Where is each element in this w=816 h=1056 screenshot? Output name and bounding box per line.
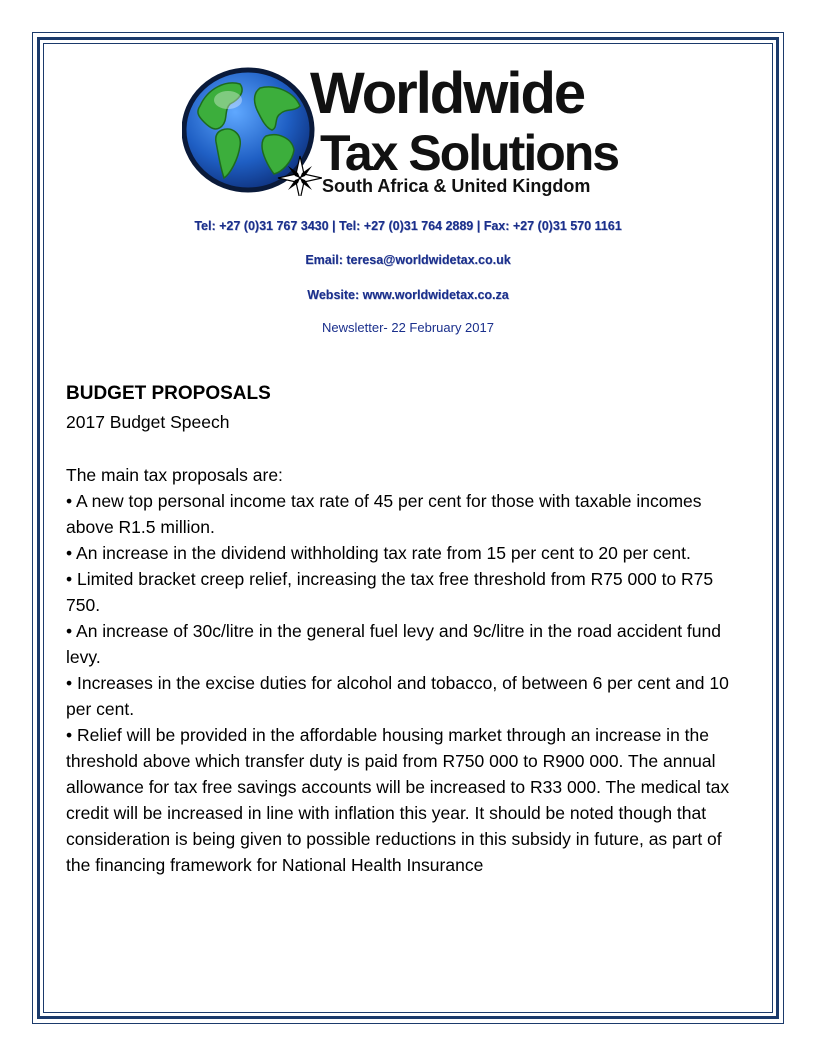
- logo-text-region: South Africa & United Kingdom: [322, 176, 591, 196]
- article-subheading: 2017 Budget Speech: [66, 412, 230, 432]
- globe-compass-icon: [182, 66, 322, 196]
- article-intro: The main tax proposals are:: [66, 465, 283, 485]
- contact-email-line[interactable]: Email: teresa@worldwidetax.co.uk: [305, 253, 511, 267]
- newsletter-date: Newsletter- 22 February 2017: [322, 320, 494, 335]
- proposal-item: • An increase in the dividend withholding tax rate from 15 per cent to 20 per cent.: [66, 543, 691, 563]
- proposal-item: • An increase of 30c/litre in the general fuel levy and 9c/litre in the road accident fund levy.: [66, 621, 721, 667]
- contact-phone-line: Tel: +27 (0)31 767 3430 | Tel: +27 (0)31 764 2889 | Fax: +27 (0)31 570 1161: [194, 219, 622, 233]
- company-logo: [182, 62, 622, 202]
- article-body: [66, 462, 746, 878]
- article-heading: BUDGET PROPOSALS: [66, 383, 271, 404]
- logo-text-tax-solutions: Tax Solutions: [320, 125, 619, 181]
- proposal-item: • Limited bracket creep relief, increasing the tax free threshold from R75 000 to R75 750.: [66, 569, 714, 615]
- proposal-item: • Relief will be provided in the affordable housing market through an increase in the threshold above which transfer duty is paid from R750 000 to R900 000. The annual allowance for tax free savings accounts will be increased to R33 000. The medical tax credit will be increased in line with inflation this year. It should be noted though that consideration is being given to possible reductions in this subsidy in future, as part of the financing framework for National Health Insurance: [66, 725, 730, 875]
- logo-text-worldwide: Worldwide: [310, 61, 585, 126]
- contact-website-line[interactable]: Website: www.worldwidetax.co.za: [307, 288, 509, 302]
- proposal-item: • A new top personal income tax rate of 45 per cent for those with taxable incomes above R1.5 million.: [66, 491, 702, 537]
- proposal-item: • Increases in the excise duties for alcohol and tobacco, of between 6 per cent and 10 per cent.: [66, 673, 729, 719]
